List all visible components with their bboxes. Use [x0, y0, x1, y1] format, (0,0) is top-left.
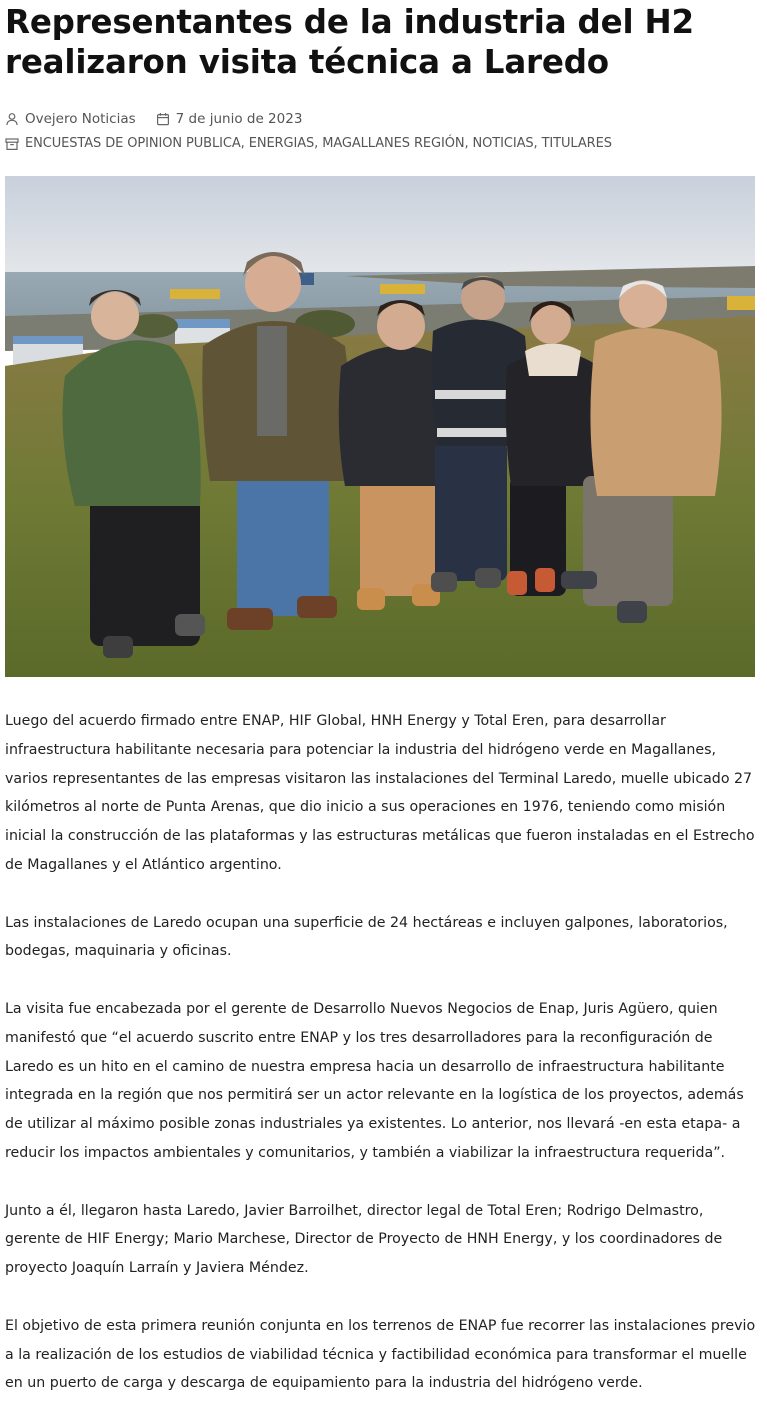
article	[5, 0, 757, 1392]
author-name[interactable]: Ovejero Noticias	[25, 110, 136, 127]
paragraph-5: El objetivo de esta primera reunión conjunta en los terrenos de ENAP fue recorrer las instalaciones previo a la realización de los estudios de viabilidad técnica y factibilidad económica para transformar el muelle en un puerto de carga y descarga de equipamiento para la industria del hidrógeno verde.	[5, 1317, 756, 1392]
article-meta	[5, 106, 757, 156]
meta-author[interactable]	[5, 111, 136, 127]
paragraph-2: Las instalaciones de Laredo ocupan una superficie de 24 hectáreas e incluyen galpones, laboratorios, bodegas, maquinaria y oficinas.	[5, 914, 728, 960]
publish-date[interactable]: 7 de junio de 2023	[175, 110, 303, 127]
paragraph-4: Junto a él, llegaron hasta Laredo, Javier Barroilhet, director legal de Total Eren; Rodrigo Delmastro, gerente de HIF Energy; Mario Marchese, Director de Proyecto de HNH Energy, y los coordinadores de proyecto Joaquín Larraín y Javiera Méndez.	[5, 1202, 723, 1277]
article-title: Representantes de la industria del H2 realizaron visita técnica a Laredo	[5, 3, 694, 81]
archive-icon	[5, 137, 19, 151]
featured-photo	[5, 176, 755, 677]
paragraph-3: La visita fue encabezada por el gerente de Desarrollo Nuevos Negocios de Enap, Juris Agüero, quien manifestó que “el acuerdo suscrito entre ENAP y los tres desarrolladores para la reconfiguración de Laredo es un hito en el camino de nuestra empresa hacia un desarrollo de infraestructura habilitante integrada en la región que nos permitirá ser un actor relevante en la logística de los proyectos, además de utilizar al máximo posible zonas industriales ya existentes. Lo anterior, nos llevará -en esta etapa- a reducir los impactos ambientales y comunitarios, y también a viabilizar la infraestructura requerida”.	[5, 1000, 744, 1161]
article-body	[5, 707, 757, 1427]
paragraph-1: Luego del acuerdo firmado entre ENAP, HIF Global, HNH Energy y Total Eren, para desarrollar infraestructura habilitante necesaria para potenciar la industria del hidrógeno verde en Magallanes, varios representantes de las empresas visitaron las instalaciones del Terminal Laredo, muelle ubicado 27 kilómetros al norte de Punta Arenas, que dio inicio a sus operaciones en 1976, teniendo como misión inicial la construcción de las plataformas y las estructuras metálicas que fueron instaladas en el Estrecho de Magallanes y el Atlántico argentino.	[5, 713, 755, 873]
user-icon	[5, 112, 19, 126]
meta-date[interactable]	[156, 111, 303, 127]
meta-row-author-date	[5, 106, 757, 131]
category-links[interactable]: ENCUESTAS DE OPINION PUBLICA, ENERGIAS, MAGALLANES REGIÓN, NOTICIAS, TITULARES	[25, 136, 612, 151]
calendar-icon	[156, 112, 170, 126]
meta-categories	[5, 136, 612, 151]
meta-row-categories	[5, 131, 757, 156]
